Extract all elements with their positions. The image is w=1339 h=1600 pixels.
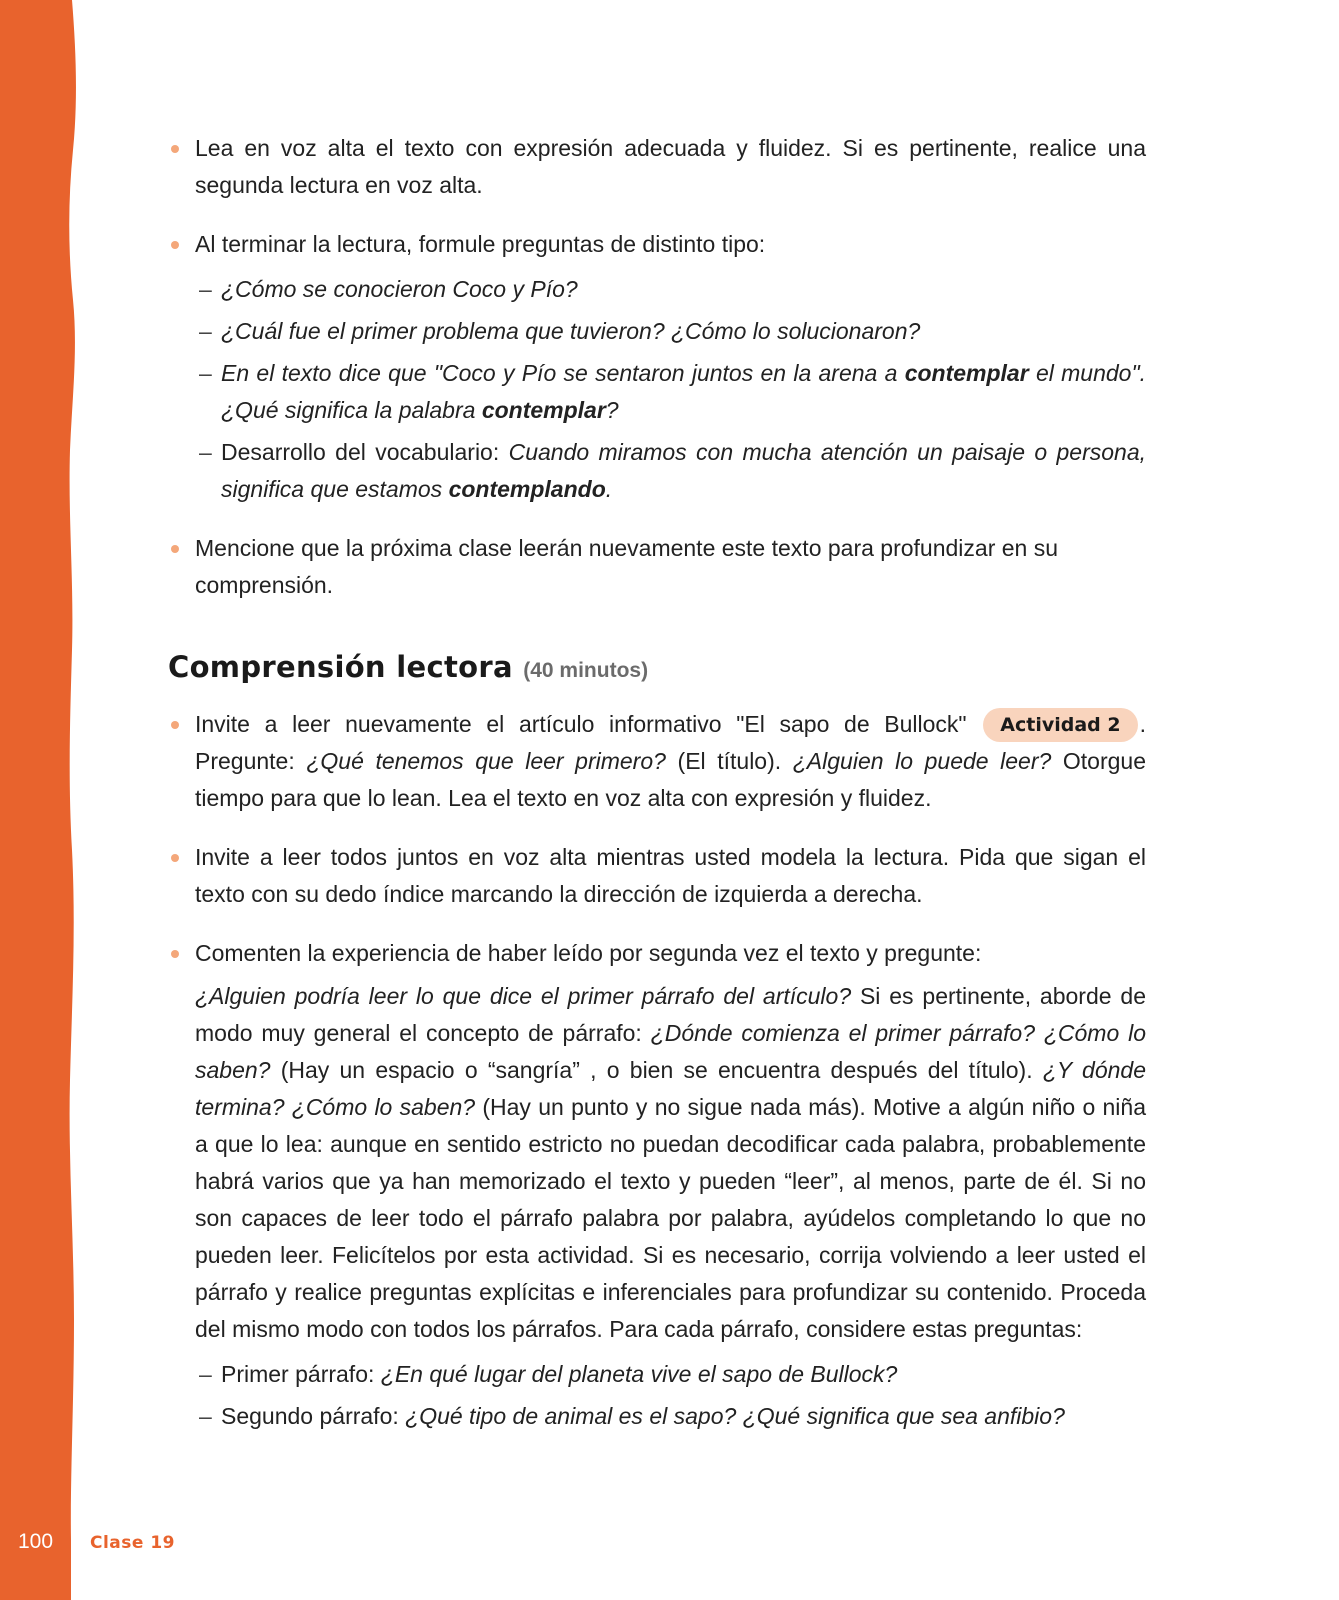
question-part: el mundo". ¿Qué significa la palabra [221,360,1146,423]
bullet-italic: ¿Qué tenemos que leer primero? [306,748,666,774]
question-list [195,271,1146,508]
bullet-text: Lea en voz alta el texto con expresión adecuada y fluidez. Si es pertinente, realice una segunda lectura en voz alta. [195,135,1146,198]
bullet-text: Otorgue tiempo para que lo lean. Lea el texto en voz alta con expresión y fluidez. [195,748,1147,811]
paragraph-italic: ¿Alguien podría leer lo que dice el primer párrafo del artículo? [195,983,852,1009]
class-label: Clase 19 [90,1533,175,1553]
question-text: ¿Cuál fue el primer problema que tuvieron? ¿Cómo lo solucionaron? [221,318,921,344]
paragraph-question-list [195,1356,1146,1435]
bullet-text: (El título). [665,748,793,774]
question-text: Cuando miramos con mucha atención un paisaje o persona, significa que estamos [221,439,1146,502]
question-part: ? [605,397,619,423]
question-prefix: Segundo párrafo: [221,1403,406,1429]
page-content [168,130,1147,1457]
question-item [195,313,1146,350]
paragraph-italic: ¿Y dónde termina? ¿Cómo lo saben? [195,1057,1146,1120]
bullet-next-class [171,530,1146,604]
bullet-text: Al terminar la lectura, formule preguntas de distinto tipo: [195,231,766,257]
bullet-reread-article [171,706,1146,817]
bullet-read-together [171,839,1146,913]
question-text: ¿Cómo se conocieron Coco y Pío? [221,276,578,302]
heading-duration: (40 minutos) [523,659,649,682]
section-heading [168,650,1146,688]
orange-side-band [0,0,90,1600]
paragraph-text: (Hay un espacio o “sangría” , o bien se encuentra después del título). [270,1057,1043,1083]
keyword: contemplando [448,476,606,502]
question-part: En el texto dice que "Coco y Pío se sentaron juntos en la arena a [221,360,905,386]
paragraph-italic: ¿Dónde comienza el primer párrafo? ¿Cómo lo saben? [195,1020,1146,1083]
question-text: ¿Qué tipo de animal es el sapo? ¿Qué significa que sea anfibio? [405,1403,1065,1429]
question-prefix: Primer párrafo: [221,1361,381,1387]
question-text: ¿En qué lugar del planeta vive el sapo de Bullock? [380,1361,898,1387]
question-end: . [605,476,613,502]
bullet-text: . Pregunte: [195,711,1146,774]
bullet-text: Mencione que la próxima clase leerán nuevamente este texto para profundizar en su comprensión. [195,535,1059,598]
paragraph-text: (Hay un punto y no sigue nada más). Motive a algún niño o niña a que lo lea: aunque en sentido estricto no puedan decodificar cada palabra, probablemente habrá varios que ya han memorizado el texto y pueden “leer”, al menos, parte de él. Si no son capaces de leer todo el párrafo palabra por palabra, ayúdelos completando lo que no pueden leer. Felicítelos por esta actividad. Si es necesario, corrija volviendo a leer usted el párrafo y realice preguntas explícitas e inferenciales para profundizar su contenido. Proceda del mismo modo con todos los párrafos. Para cada párrafo, considere estas preguntas: [195,1094,1147,1342]
keyword: contemplar [481,397,606,423]
bullet-text: Invite a leer nuevamente el artículo informativo "El sapo de Bullock" [195,711,967,737]
bullet-read-aloud [171,130,1146,204]
bullet-discuss [171,935,1146,1435]
paragraph-text: Si es pertinente, aborde de modo muy general el concepto de párrafo: [195,983,1146,1046]
question-item [195,271,1146,308]
heading-text: Comprensión lectora [168,650,513,684]
paragraph-guidance [195,978,1146,1348]
question-text [221,360,1146,423]
keyword: contemplar [904,360,1029,386]
page-number: 100 [18,1530,54,1553]
bullet-questions [171,226,1146,508]
question-item [195,355,1146,429]
paragraph-question-item [195,1356,1146,1393]
bullet-text: Invite a leer todos juntos en voz alta mientras usted modela la lectura. Pida que sigan el texto con su dedo índice marcando la dirección de izquierda a derecha. [195,844,1146,907]
question-item [195,434,1146,508]
bullet-text: Comenten la experiencia de haber leído por segunda vez el texto y pregunte: [195,940,982,966]
question-prefix: Desarrollo del vocabulario: [221,439,509,465]
bullet-italic: ¿Alguien lo puede leer? [792,748,1052,774]
activity-badge: Actividad 2 [983,708,1137,742]
paragraph-question-item [195,1398,1146,1435]
